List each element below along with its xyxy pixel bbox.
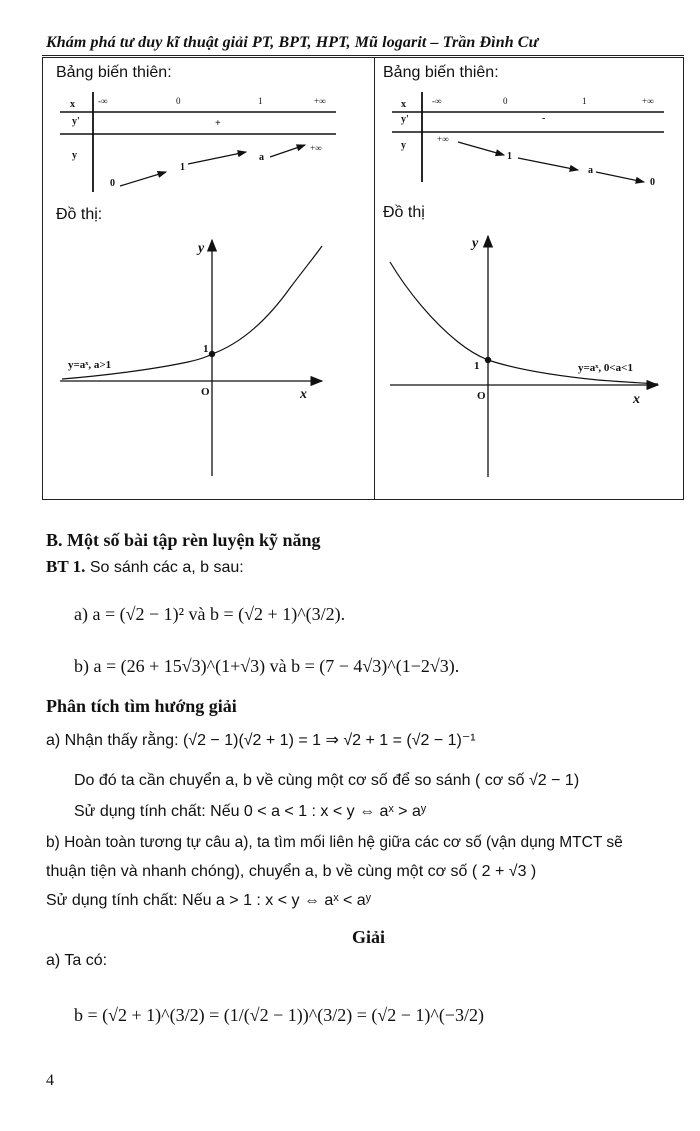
bt1-line: [46, 557, 244, 577]
analysis-b-line2: thuận tiện và nhanh chóng), chuyển a, b về cùng một cơ số ( 2 + √3 ): [46, 863, 537, 880]
analysis-a-line3: Sử dụng tính chất: Nếu 0 < a < 1 : x < y ⇔ aˣ > aʸ: [74, 803, 426, 820]
left-variation-table: [60, 92, 340, 202]
right-derivative-sign: -: [542, 113, 546, 124]
solution-a-intro: a) Ta có:: [46, 952, 108, 969]
solution-equation: b = (√2 + 1)^(3/2) = (1/(√2 − 1))^(3/2) = (√2 − 1)^(−3/2): [74, 1005, 484, 1025]
page-number: 4: [46, 1072, 54, 1089]
right-graph: [388, 232, 668, 482]
left-row-yprime: y': [72, 116, 80, 127]
left-y-a: a: [259, 152, 264, 163]
bt1-text: So sánh các a, b sau:: [89, 559, 244, 576]
analysis-heading: Phân tích tìm hướng giải: [46, 696, 237, 716]
left-origin: O: [201, 386, 210, 398]
page-header: Khám phá tư duy kĩ thuật giải PT, BPT, HPT, Mũ logarit – Trần Đình Cư: [46, 34, 539, 51]
analysis-b-line1: b) Hoàn toàn tương tự câu a), ta tìm mối liên hệ giữa các cơ số (vận dụng MTCT sẽ: [46, 834, 623, 851]
right-tick-1: 1: [474, 360, 480, 372]
left-x-one: 1: [258, 96, 263, 106]
header-rule: [42, 55, 684, 56]
left-axis-x: x: [300, 387, 307, 402]
right-x-neg-inf: -∞: [432, 96, 442, 106]
right-origin: O: [477, 390, 486, 402]
right-x-one: 1: [582, 96, 587, 106]
right-curve-label: y=aˣ, 0<a<1: [578, 362, 633, 374]
left-curve-label: y=aˣ, a>1: [68, 359, 112, 371]
right-table-label: Bảng biến thiên:: [383, 64, 499, 81]
bt1-label: BT 1.: [46, 557, 86, 576]
left-graph-label: Đồ thị:: [56, 206, 103, 223]
left-row-y: y: [72, 150, 77, 161]
analysis-a-line1: a) Nhận thấy rằng: (√2 − 1)(√2 + 1) = 1 ⇒ √2 + 1 = (√2 − 1)⁻¹: [46, 732, 476, 749]
problem-part-b: b) a = (26 + 15√3)^(1+√3) và b = (7 − 4√3)^(1−2√3).: [74, 656, 460, 676]
right-y-1: 1: [507, 151, 512, 162]
left-x-pos-inf: +∞: [314, 96, 326, 106]
problem-part-a: a) a = (√2 − 1)² và b = (√2 + 1)^(3/2).: [74, 604, 346, 624]
right-graph-label: Đồ thị: [383, 204, 425, 221]
analysis-b-line3: Sử dụng tính chất: Nếu a > 1 : x < y ⇔ aˣ < aʸ: [46, 892, 371, 909]
right-y-0: 0: [650, 177, 655, 188]
left-derivative-sign: +: [215, 118, 221, 129]
solution-heading: Giải: [352, 927, 386, 947]
right-row-y: y: [401, 140, 406, 151]
left-row-x: x: [70, 99, 75, 110]
left-axis-y: y: [198, 241, 205, 256]
right-y-pos-inf: +∞: [437, 134, 449, 144]
left-y-1: 1: [180, 162, 185, 173]
left-tick-1: 1: [203, 343, 209, 355]
left-y-0: 0: [110, 178, 115, 189]
right-x-zero: 0: [503, 96, 508, 106]
left-y-pos-inf: +∞: [310, 143, 322, 153]
left-x-neg-inf: -∞: [98, 96, 108, 106]
right-row-yprime: y': [401, 114, 409, 125]
figure-divider: [374, 57, 375, 500]
left-x-zero: 0: [176, 96, 181, 106]
section-heading: B. Một số bài tập rèn luyện kỹ năng: [46, 530, 321, 550]
right-axis-x: x: [633, 392, 640, 407]
analysis-a-line2: Do đó ta cần chuyển a, b về cùng một cơ số để so sánh ( cơ số √2 − 1): [74, 772, 580, 789]
left-table-label: Bảng biến thiên:: [56, 64, 172, 81]
right-row-x: x: [401, 99, 406, 110]
right-variation-table: [392, 92, 672, 197]
right-y-a: a: [588, 165, 593, 176]
right-x-pos-inf: +∞: [642, 96, 654, 106]
right-axis-y: y: [472, 236, 479, 251]
